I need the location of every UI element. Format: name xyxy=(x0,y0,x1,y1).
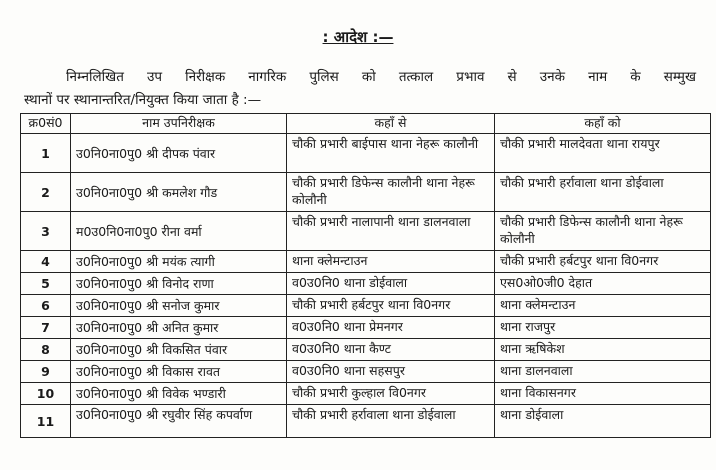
to-cell: थाना राजपुर xyxy=(495,317,711,339)
to-cell: चौकी प्रभारी हर्रावाला थाना डोईवाला xyxy=(495,173,711,212)
transfer-table xyxy=(20,113,711,438)
table-row xyxy=(21,134,711,173)
header-serial: क्र0सं0 xyxy=(21,114,71,134)
name-cell: उ0नि0ना0पु0 श्री मयंक त्यागी xyxy=(71,251,287,273)
from-cell: थाना क्लेमन्टाउन xyxy=(287,251,495,273)
table-row xyxy=(21,273,711,295)
from-cell: चौकी प्रभारी नालापानी थाना डालनवाला xyxy=(287,212,495,251)
from-cell: चौकी प्रभारी कुल्हाल वि0नगर xyxy=(287,383,495,405)
to-cell: चौकी प्रभारी डिफेन्स कालौनी थाना नेहरू कोलौनी xyxy=(495,212,711,251)
from-cell: व0उ0नि0 थाना प्रेमनगर xyxy=(287,317,495,339)
intro-line-2: स्थानों पर स्थानान्तरित/नियुक्त किया जाता है :— xyxy=(24,92,262,108)
to-cell: थाना ऋषिकेश xyxy=(495,339,711,361)
table-row xyxy=(21,405,711,438)
table-row xyxy=(21,295,711,317)
serial-cell: 6 xyxy=(21,295,71,317)
table-row xyxy=(21,361,711,383)
name-cell: उ0नि0ना0पु0 श्री सनोज कुमार xyxy=(71,295,287,317)
intro-paragraph xyxy=(24,66,696,112)
from-cell: व0उ0नि0 थाना सहसपुर xyxy=(287,361,495,383)
table-row xyxy=(21,173,711,212)
serial-cell: 7 xyxy=(21,317,71,339)
name-cell: उ0नि0ना0पु0 श्री विकास रावत xyxy=(71,361,287,383)
to-cell: थाना विकासनगर xyxy=(495,383,711,405)
from-cell: चौकी प्रभारी डिफेन्स कालौनी थाना नेहरू कोलौनी xyxy=(287,173,495,212)
name-cell: उ0नि0ना0पु0 श्री कमलेश गौड xyxy=(71,173,287,212)
table-header-row xyxy=(21,114,711,134)
table-row xyxy=(21,317,711,339)
serial-cell: 3 xyxy=(21,212,71,251)
from-cell: चौकी प्रभारी हर्बटपुर थाना वि0नगर xyxy=(287,295,495,317)
from-cell: व0उ0नि0 थाना डोईवाला xyxy=(287,273,495,295)
from-cell: चौकी प्रभारी बाईपास थाना नेहरू कालौनी xyxy=(287,134,495,173)
serial-cell: 9 xyxy=(21,361,71,383)
intro-line-1: निम्नलिखित उप निरीक्षक नागरिक पुलिस को तत्काल प्रभाव से उनके नाम के सम्मुख xyxy=(66,69,696,85)
serial-cell: 8 xyxy=(21,339,71,361)
serial-cell: 5 xyxy=(21,273,71,295)
header-from: कहाँ से xyxy=(287,114,495,134)
serial-cell: 1 xyxy=(21,134,71,173)
name-cell: उ0नि0ना0पु0 श्री विकसित पंवार xyxy=(71,339,287,361)
name-cell: म0उ0नि0ना0पु0 रीना वर्मा xyxy=(71,212,287,251)
name-cell: उ0नि0ना0पु0 श्री विवेक भण्डारी xyxy=(71,383,287,405)
name-cell: उ0नि0ना0पु0 श्री विनोद राणा xyxy=(71,273,287,295)
serial-cell: 2 xyxy=(21,173,71,212)
name-cell: उ0नि0ना0पु0 श्री अनित कुमार xyxy=(71,317,287,339)
to-cell: थाना डालनवाला xyxy=(495,361,711,383)
table-row xyxy=(21,251,711,273)
order-heading xyxy=(0,27,716,47)
from-cell: चौकी प्रभारी हर्रावाला थाना डोईवाला xyxy=(287,405,495,438)
name-cell: उ0नि0ना0पु0 श्री दीपक पंवार xyxy=(71,134,287,173)
serial-cell: 10 xyxy=(21,383,71,405)
name-cell: उ0नि0ना0पु0 श्री रघुवीर सिंह कपर्वाण xyxy=(71,405,287,438)
to-cell: एस0ओ0जी0 देहात xyxy=(495,273,711,295)
from-cell: व0उ0नि0 थाना कैण्ट xyxy=(287,339,495,361)
to-cell: थाना डोईवाला xyxy=(495,405,711,438)
table-row xyxy=(21,339,711,361)
serial-cell: 4 xyxy=(21,251,71,273)
header-to: कहाँ को xyxy=(495,114,711,134)
table-row xyxy=(21,212,711,251)
table-row xyxy=(21,383,711,405)
order-heading-text: : आदेश :— xyxy=(322,28,394,46)
to-cell: चौकी प्रभारी मालदेवता थाना रायपुर xyxy=(495,134,711,173)
header-name: नाम उपनिरीक्षक xyxy=(71,114,287,134)
to-cell: थाना क्लेमन्टाउन xyxy=(495,295,711,317)
serial-cell: 11 xyxy=(21,405,71,438)
to-cell: चौकी प्रभारी हर्बटपुर थाना वि0नगर xyxy=(495,251,711,273)
